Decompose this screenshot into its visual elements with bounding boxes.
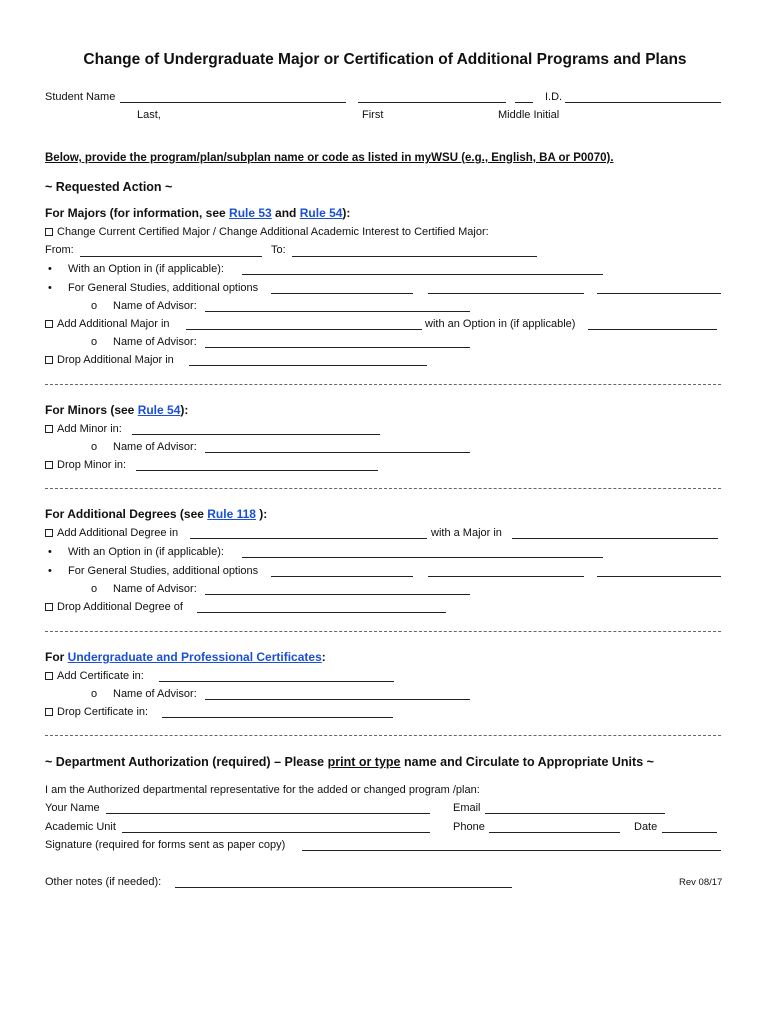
signature-label: Signature (required for forms sent as paper copy) xyxy=(45,839,286,851)
checkbox[interactable] xyxy=(45,603,53,611)
with-major-field[interactable] xyxy=(512,538,718,539)
add-minor-field[interactable] xyxy=(132,434,380,435)
middle-caption: Middle Initial xyxy=(498,109,560,121)
option-field[interactable] xyxy=(242,557,603,558)
advisor-label: Name of Advisor: xyxy=(113,300,197,312)
general-option-field-3[interactable] xyxy=(597,293,721,294)
id-label: I.D. xyxy=(545,91,563,103)
circle-bullet-icon: o xyxy=(91,688,98,700)
to-label: To: xyxy=(271,244,286,256)
from-field[interactable] xyxy=(80,256,262,257)
to-field[interactable] xyxy=(292,256,537,257)
circle-bullet-icon: o xyxy=(91,336,98,348)
checkbox[interactable] xyxy=(45,425,53,433)
degrees-heading: For Additional Degrees (see Rule 118 ): xyxy=(45,507,268,521)
middle-initial-field[interactable] xyxy=(515,102,533,103)
general-option-field-1[interactable] xyxy=(271,576,413,577)
drop-minor-option[interactable]: Drop Minor in: xyxy=(45,458,126,472)
checkbox[interactable] xyxy=(45,356,53,364)
section-divider xyxy=(45,631,721,632)
advisor-field[interactable] xyxy=(205,594,470,595)
id-field[interactable] xyxy=(565,102,721,103)
circle-bullet-icon: o xyxy=(91,441,98,453)
advisor-field[interactable] xyxy=(205,347,470,348)
from-label: From: xyxy=(45,244,74,256)
academic-unit-field[interactable] xyxy=(122,832,430,833)
date-label: Date xyxy=(634,821,658,833)
certificates-heading: For Undergraduate and Professional Certificates: xyxy=(45,650,326,664)
add-major-option[interactable]: Add Additional Major in xyxy=(45,317,170,331)
add-major-field[interactable] xyxy=(186,329,422,330)
general-option-field-2[interactable] xyxy=(428,576,584,577)
drop-degree-option[interactable]: Drop Additional Degree of xyxy=(45,600,183,614)
add-certificate-field[interactable] xyxy=(159,681,394,682)
your-name-field[interactable] xyxy=(106,813,430,814)
minors-heading: For Minors (see Rule 54): xyxy=(45,403,189,417)
change-major-option[interactable]: Change Current Certified Major / Change Additional Academic Interest to Certified Major: xyxy=(45,225,489,239)
advisor-field[interactable] xyxy=(205,452,470,453)
bullet-icon: • xyxy=(48,565,52,577)
last-caption: Last, xyxy=(137,109,161,121)
certificates-link[interactable]: Undergraduate and Professional Certificates xyxy=(67,650,322,664)
advisor-field[interactable] xyxy=(205,311,470,312)
section-divider xyxy=(45,488,721,489)
other-notes-label: Other notes (if needed): xyxy=(45,876,162,888)
bullet-icon: • xyxy=(48,282,52,294)
checkbox[interactable] xyxy=(45,228,53,236)
drop-certificate-field[interactable] xyxy=(162,717,393,718)
option-label: With an Option in (if applicable): xyxy=(68,546,224,558)
general-option-field-1[interactable] xyxy=(271,293,413,294)
majors-heading: For Majors (for information, see Rule 53 and Rule 54): xyxy=(45,206,351,220)
student-name-label: Student Name xyxy=(45,91,116,103)
advisor-label: Name of Advisor: xyxy=(113,583,197,595)
email-label: Email xyxy=(453,802,481,814)
first-caption: First xyxy=(362,109,384,121)
signature-field[interactable] xyxy=(302,850,721,851)
bullet-icon: • xyxy=(48,546,52,558)
checkbox[interactable] xyxy=(45,708,53,716)
drop-minor-field[interactable] xyxy=(136,470,378,471)
authorization-statement: I am the Authorized departmental representative for the added or changed program /plan: xyxy=(45,784,480,796)
with-major-label: with a Major in xyxy=(431,527,502,539)
phone-label: Phone xyxy=(453,821,485,833)
option-field[interactable] xyxy=(242,274,603,275)
revision-label: Rev 08/17 xyxy=(679,877,723,888)
general-option-field-2[interactable] xyxy=(428,293,584,294)
add-option-field[interactable] xyxy=(588,329,717,330)
your-name-label: Your Name xyxy=(45,802,100,814)
circle-bullet-icon: o xyxy=(91,583,98,595)
general-option-field-3[interactable] xyxy=(597,576,721,577)
form-title: Change of Undergraduate Major or Certification of Additional Programs and Plans xyxy=(83,51,687,68)
add-option-label: with an Option in (if applicable) xyxy=(425,318,576,330)
first-name-field[interactable] xyxy=(358,102,506,103)
rule-54-link[interactable]: Rule 54 xyxy=(137,403,181,417)
advisor-label: Name of Advisor: xyxy=(113,336,197,348)
checkbox[interactable] xyxy=(45,529,53,537)
rule-118-link[interactable]: Rule 118 xyxy=(207,507,256,521)
instruction-text: Below, provide the program/plan/subplan name or code as listed in myWSU (e.g., English, BA or P0070). xyxy=(45,152,614,164)
requested-action-heading: ~ Requested Action ~ xyxy=(45,180,173,194)
last-name-field[interactable] xyxy=(120,102,346,103)
checkbox[interactable] xyxy=(45,672,53,680)
department-authorization-heading: ~ Department Authorization (required) – Please print or type name and Circulate to Appropriate Units ~ xyxy=(45,755,654,769)
circle-bullet-icon: o xyxy=(91,300,98,312)
add-degree-field[interactable] xyxy=(190,538,427,539)
phone-field[interactable] xyxy=(489,832,620,833)
checkbox[interactable] xyxy=(45,320,53,328)
advisor-label: Name of Advisor: xyxy=(113,441,197,453)
other-notes-field[interactable] xyxy=(175,887,512,888)
general-studies-label: For General Studies, additional options xyxy=(68,565,259,577)
email-field[interactable] xyxy=(485,813,665,814)
add-certificate-option[interactable]: Add Certificate in: xyxy=(45,669,144,683)
drop-major-field[interactable] xyxy=(189,365,427,366)
drop-certificate-option[interactable]: Drop Certificate in: xyxy=(45,705,148,719)
checkbox[interactable] xyxy=(45,461,53,469)
add-minor-option[interactable]: Add Minor in: xyxy=(45,422,122,436)
bullet-icon: • xyxy=(48,263,52,275)
advisor-label: Name of Advisor: xyxy=(113,688,197,700)
section-divider xyxy=(45,384,721,385)
add-degree-option[interactable]: Add Additional Degree in xyxy=(45,526,178,540)
rule-54-link[interactable]: Rule 54 xyxy=(299,206,343,220)
drop-degree-field[interactable] xyxy=(197,612,446,613)
rule-53-link[interactable]: Rule 53 xyxy=(229,206,272,220)
date-field[interactable] xyxy=(662,832,717,833)
section-divider xyxy=(45,735,721,736)
advisor-field[interactable] xyxy=(205,699,470,700)
academic-unit-label: Academic Unit xyxy=(45,821,116,833)
option-label: With an Option in (if applicable): xyxy=(68,263,224,275)
drop-major-option[interactable]: Drop Additional Major in xyxy=(45,353,174,367)
general-studies-label: For General Studies, additional options xyxy=(68,282,259,294)
